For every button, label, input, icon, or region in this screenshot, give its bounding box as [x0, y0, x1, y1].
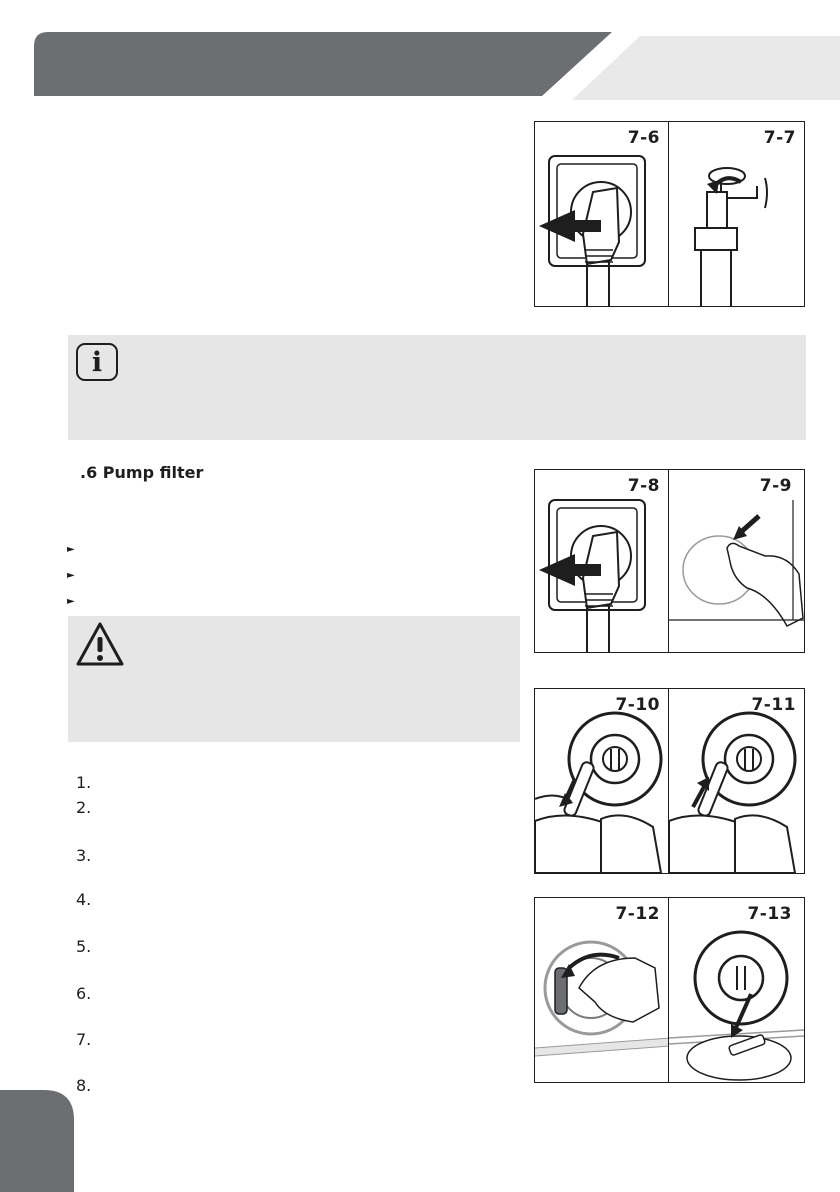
step-number: 2. [76, 798, 92, 817]
unscrew-filter-illustration [535, 898, 670, 1082]
figure-label: 7-8 [627, 476, 660, 496]
figure-7-11 [668, 688, 805, 874]
info-icon: i [76, 343, 118, 381]
bullet-marker: ► [67, 544, 75, 555]
step-number: 8. [76, 1076, 92, 1095]
figure-7-8 [534, 469, 671, 653]
section-title: .6 Pump filter [80, 463, 204, 482]
step-number: 4. [76, 890, 92, 909]
info-callout [68, 335, 806, 440]
header-banner [0, 0, 840, 110]
figure-7-6 [534, 121, 671, 307]
plug-illustration [535, 470, 670, 652]
press-cover-illustration [669, 470, 804, 652]
drain-bowl-illustration [669, 689, 804, 873]
drain-hose-illustration [535, 689, 670, 873]
figure-7-10 [534, 688, 671, 874]
figure-7-12 [534, 897, 671, 1083]
figure-label: 7-13 [747, 904, 792, 924]
warning-callout [68, 616, 520, 742]
step-number: 3. [76, 846, 92, 865]
step-number: 6. [76, 984, 92, 1003]
figure-7-13 [668, 897, 805, 1083]
figure-label: 7-11 [751, 695, 796, 715]
filter-cover-illustration [669, 898, 804, 1082]
figure-label: 7-10 [615, 695, 660, 715]
step-number: 5. [76, 937, 92, 956]
warning-icon [74, 620, 126, 668]
plug-illustration [535, 122, 670, 306]
figure-7-9 [668, 469, 805, 653]
bullet-marker: ► [67, 570, 75, 581]
figure-label: 7-12 [615, 904, 660, 924]
figure-label: 7-7 [763, 128, 796, 148]
figure-7-7 [668, 121, 805, 307]
page-corner-tab [0, 1090, 80, 1192]
step-number: 7. [76, 1030, 92, 1049]
figure-label: 7-9 [759, 476, 792, 496]
bullet-marker: ► [67, 596, 75, 607]
tap-illustration [669, 122, 804, 306]
figure-label: 7-6 [627, 128, 660, 148]
step-number: 1. [76, 773, 92, 792]
